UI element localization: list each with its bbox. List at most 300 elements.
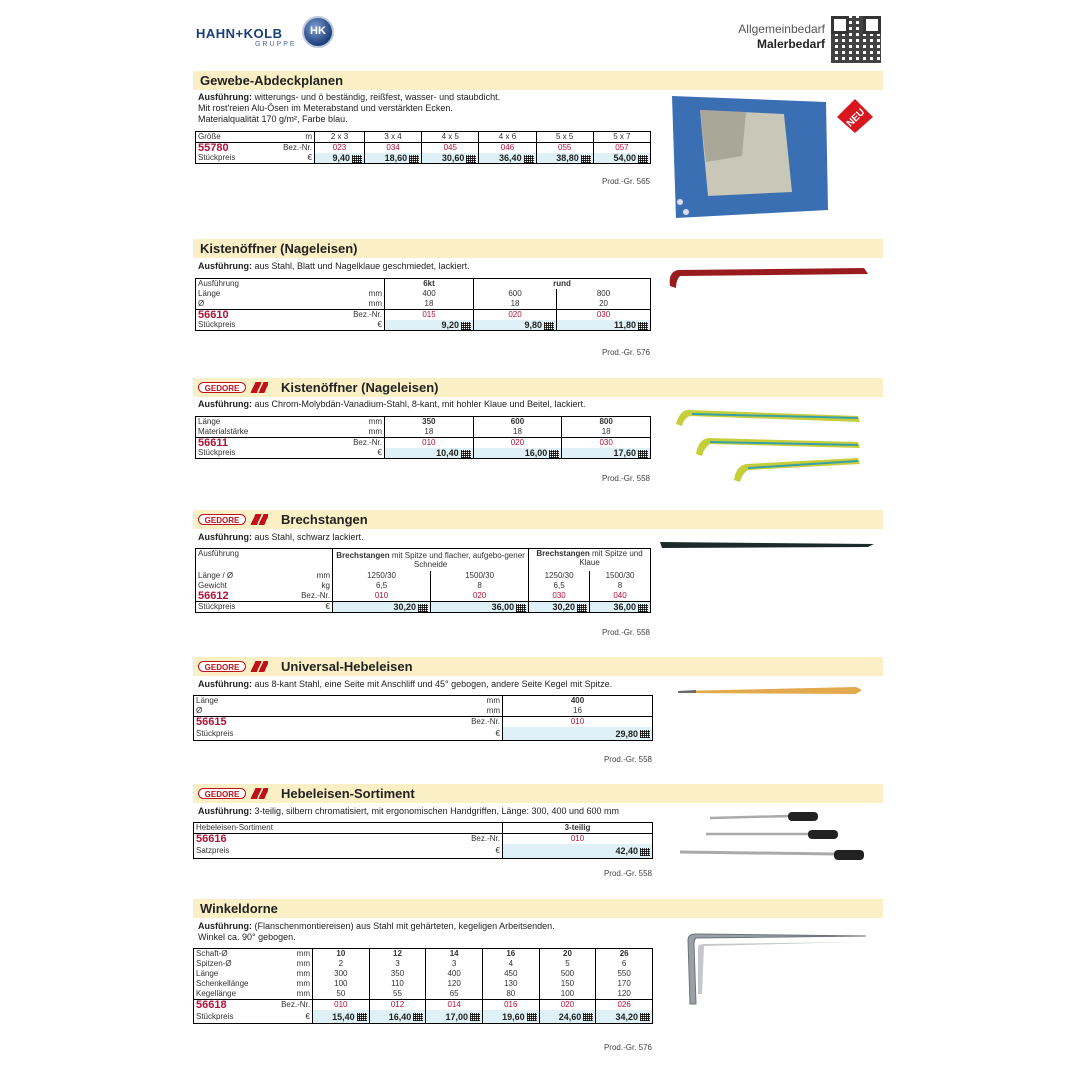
unit-label: mm [296,969,310,978]
price-value: 36,40 [499,153,522,163]
price-qr-icon [418,604,428,612]
spec-cell: 450 [482,969,539,979]
row-label: Ausführung [198,549,239,558]
price-label: Stückpreis [198,448,236,457]
article-number: 56611 [196,438,341,449]
price-cell [593,153,650,164]
unit-label: mm [368,417,382,426]
section-title: Winkeldorne [200,901,278,916]
catalog-category: Allgemeinbedarf [738,22,825,36]
price-value: 16,40 [388,1011,412,1022]
price-qr-icon [466,155,476,163]
length-cell: 350 [385,417,474,428]
unit-label: mm [296,989,310,998]
price-cell [474,320,557,331]
unit-label: m [305,132,312,141]
price-qr-icon [577,604,587,612]
price-value: 17,60 [613,448,636,458]
gedore-logo-icon [248,788,268,799]
price-qr-icon [409,155,419,163]
price-value: 10,40 [436,448,459,458]
section-header-winkeldorne [193,899,883,918]
spec-cell: 16 [482,949,539,960]
weight-cell: 6,5 [333,581,431,591]
order-code: 020 [474,310,557,321]
spec-cell: 3 [369,959,426,969]
price-value: 19,60 [502,1011,525,1022]
price-cell [482,1010,539,1024]
code-label: Bez.-Nr. [340,438,385,449]
price-value: 9,40 [332,153,350,163]
order-code: 030 [562,438,651,449]
price-cell [313,1010,370,1024]
price-value: 38,80 [556,153,579,163]
price-label: Stückpreis [198,602,236,611]
price-cell [479,153,536,164]
diameter-cell: 16 [503,706,653,717]
price-cell [536,153,593,164]
variant-cell: 6kt [385,279,474,290]
spec-cell: 65 [426,989,483,1000]
order-code: 010 [385,438,474,449]
length-cell: 600 [474,289,557,299]
section-description [198,92,500,125]
size-cell: 4 x 6 [479,132,536,143]
price-value: 34,20 [615,1011,638,1022]
spec-cell: 550 [596,969,653,979]
row-label: Hebeleisen-Sortiment [196,823,273,832]
spec-cell: 400 [426,969,483,979]
product-group: Prod.-Gr. 576 [601,348,650,357]
order-code: 045 [422,143,479,154]
row-label: Kegellänge [196,989,237,998]
order-code: 016 [482,1000,539,1011]
size-cell: 2 x 3 [315,132,365,143]
currency: € [377,320,382,329]
spec-row [194,949,653,960]
diameter-cell: 20 [557,299,651,310]
logo-mark: HK [310,25,326,37]
order-code: 055 [536,143,593,154]
price-cell [557,320,651,331]
unit-label [448,823,503,834]
spec-cell: 55 [369,989,426,1000]
price-cell [596,1010,653,1024]
price-value: 15,40 [332,1011,355,1022]
spec-cell: 14 [426,949,483,960]
order-code: 014 [426,1000,483,1011]
unit-label: mm [296,949,310,958]
row-label: Schenkellänge [196,979,249,988]
section-header-gedore-kistenoeffner [193,378,883,397]
price-qr-icon [544,322,554,330]
spec-row [194,969,653,979]
currency: € [495,728,500,738]
row-label: Ø [198,299,205,308]
price-qr-icon [357,1013,367,1021]
order-code: 057 [593,143,650,154]
product-table-56618 [193,948,653,1024]
description-line: Mit rost'reien Alu-Ösen im Meterabstand und verstärkten Ecken. [198,103,453,113]
code-label: Bez.-Nr. [448,834,503,845]
price-qr-icon [640,1013,650,1021]
variant-group [333,549,529,572]
company-logo-text: HAHN+KOLB [196,26,283,41]
qr-code-icon [831,16,881,63]
unit-label: mm [296,959,310,968]
length-cell: 400 [503,696,653,707]
article-number: 56615 [194,717,449,728]
row-label: Ausführung [198,279,239,288]
variant-description: mit Spitze und flacher, aufgebo-gener Schneide [389,551,525,569]
company-logo-icon [302,16,334,48]
price-qr-icon [640,848,650,856]
spec-cell: 50 [313,989,370,1000]
description-line: 3-teilig, silbern chromatisiert, mit ergonomischen Handgriffen, Länge: 300, 400 und 600 mm [254,806,620,816]
row-label: Materialstärke [198,427,249,436]
price-value: 36,00 [613,602,636,612]
price-cell [503,727,653,741]
spec-cell: 4 [482,959,539,969]
length-cell: 400 [385,289,474,299]
price-value: 9,20 [441,320,459,330]
crowbars-yellow-image [672,402,868,484]
lever-set-image [676,806,868,868]
diameter-cell: 18 [385,299,474,310]
variant-cell: rund [474,279,651,290]
spec-cell: 120 [596,989,653,1000]
currency: € [377,448,382,457]
unit-label: mm [486,696,500,705]
section-header-kistenoeffner [193,239,883,258]
weight-cell: 8 [431,581,529,591]
length-cell: 1500/30 [590,571,651,581]
catalog-subcategory: Malerbedarf [756,37,825,51]
row-label: Schaft-Ø [196,949,228,958]
set-cell: 3-teilig [503,823,653,834]
spec-cell: 130 [482,979,539,989]
article-number: 55780 [196,143,281,154]
order-code: 010 [333,591,431,602]
description-line: aus 8-kant Stahl, eine Seite mit Anschliff und 45° gebogen, andere Seite Kegel mit Spitze. [254,679,613,689]
price-value: 29,80 [615,728,638,739]
price-value: 16,00 [524,448,548,458]
price-value: 11,80 [613,320,636,330]
price-qr-icon [549,450,559,458]
price-cell [369,1010,426,1024]
order-code: 015 [385,310,474,321]
product-group: Prod.-Gr. 558 [603,869,652,878]
currency: € [307,153,312,162]
price-cell [315,153,365,164]
code-label: Bez.-Nr. [340,310,385,321]
price-qr-icon [638,450,648,458]
price-value: 17,00 [445,1011,468,1022]
new-badge [837,99,873,133]
unit-label: mm [368,299,382,308]
price-qr-icon [527,1013,537,1021]
spec-cell: 3 [426,959,483,969]
order-code: 012 [369,1000,426,1011]
price-cell [562,448,651,459]
price-qr-icon [524,155,534,163]
spec-cell: 10 [313,949,370,960]
tarp-image [666,92,832,224]
thickness-cell: 18 [385,427,474,438]
section-header-hebeleisen-sortiment [193,784,883,803]
row-label: Gewicht [198,581,227,590]
section-title: Gewebe-Abdeckplanen [200,73,344,88]
unit-label: mm [316,571,330,580]
spec-cell: 170 [596,979,653,989]
variant-name: Brechstangen [536,549,590,558]
gedore-logo-icon [248,382,268,393]
product-group: Prod.-Gr. 565 [601,177,650,186]
price-value: 30,20 [552,602,576,612]
currency: € [325,602,330,611]
description-line: Materialqualität 170 g/m², Farbe blau. [198,114,348,124]
article-number: 56618 [194,1000,279,1011]
description-label: Ausführung: [198,806,252,816]
row-label: Länge [198,417,221,426]
product-group: Prod.-Gr. 558 [601,474,650,483]
price-value: 9,80 [524,320,543,330]
price-qr-icon [638,322,648,330]
description-line: aus Stahl, schwarz lackiert. [254,532,364,542]
size-cell: 3 x 4 [364,132,421,143]
order-code: 023 [315,143,365,154]
length-cell: 800 [562,417,651,428]
order-code: 034 [364,143,421,154]
section-title: Brechstangen [281,512,368,527]
company-logo-subtitle: GRUPPE [255,41,297,48]
spec-cell: 6 [596,959,653,969]
order-code: 030 [529,591,590,602]
section-description [198,532,364,543]
row-label: Ø [196,706,203,715]
row-label: Länge / Ø [198,571,234,580]
code-label: Bez.-Nr. [280,143,315,154]
price-cell [431,602,529,613]
price-cell [590,602,651,613]
price-cell [473,448,562,459]
spec-row [194,959,653,969]
price-value: 30,60 [441,153,465,163]
description-line: aus Stahl, Blatt und Nagelklaue geschmiedet, lackiert. [254,261,470,271]
currency: € [495,846,500,855]
weight-cell: 6,5 [529,581,590,591]
crowbar-red-image [664,262,872,292]
description-line: (Flanschenmontiereisen) aus Stahl mit gehärteten, kegeligen Arbeitsenden. [254,921,555,931]
order-code: 040 [590,591,651,602]
gedore-logo: GEDORE [198,514,246,525]
product-table-56615 [193,695,653,741]
size-cell: 4 x 5 [422,132,479,143]
spec-cell: 80 [482,989,539,1000]
description-label: Ausführung: [198,399,252,409]
unit-label: mm [368,427,382,436]
code-label: Bez.-Nr. [301,591,330,600]
product-table-56616 [193,822,653,859]
row-label: Spitzen-Ø [196,959,232,968]
section-description [198,399,586,410]
currency: € [305,1011,310,1021]
order-code: 020 [539,1000,596,1011]
length-cell: 800 [557,289,651,299]
spec-row [194,979,653,989]
price-label: Stückpreis [198,153,236,162]
section-title: Hebeleisen-Sortiment [281,786,415,801]
row-label: Länge [196,969,219,978]
length-cell: 1250/30 [529,571,590,581]
article-number: 56610 [196,310,341,321]
code-label: Bez.-Nr. [448,717,503,728]
section-title: Kistenöffner (Nageleisen) [200,241,358,256]
price-value: 42,40 [615,846,638,856]
price-value: 30,20 [393,602,417,612]
section-description [198,261,470,272]
row-label: Länge [196,696,219,705]
price-cell [333,602,431,613]
spec-cell: 20 [539,949,596,960]
price-qr-icon [638,155,648,163]
weight-cell: 8 [590,581,651,591]
spec-cell: 100 [313,979,370,989]
size-cell: 5 x 7 [593,132,650,143]
price-qr-icon [581,155,591,163]
universal-lever-image [676,684,866,700]
description-line: aus Chrom-Molybdän-Vanadium-Stahl, 8-kant, mit hohler Klaue und Beitel, lackiert. [254,399,586,409]
price-qr-icon [470,1013,480,1021]
unit-label: mm [486,706,500,715]
price-value: 24,60 [558,1011,582,1022]
gedore-logo: GEDORE [198,788,246,799]
description-label: Ausführung: [198,532,252,542]
product-group: Prod.-Gr. 576 [603,1043,652,1052]
spec-cell: 300 [313,969,370,979]
length-cell: 600 [473,417,562,428]
code-label: Bez.-Nr. [278,1000,313,1011]
price-qr-icon [461,450,471,458]
price-value: 36,00 [491,602,515,612]
price-qr-icon [461,322,471,330]
description-label: Ausführung: [198,261,252,271]
spec-row [194,989,653,1000]
price-cell [503,844,653,859]
section-header-abdeckplanen [193,71,883,90]
price-label: Stückpreis [196,728,234,738]
spec-cell: 12 [369,949,426,960]
price-cell [539,1010,596,1024]
price-cell [385,320,474,331]
length-cell: 1250/30 [333,571,431,581]
price-qr-icon [640,730,650,738]
row-label: Länge [198,289,221,298]
price-cell [422,153,479,164]
variant-group [529,549,651,572]
section-title: Kistenöffner (Nageleisen) [281,380,439,395]
gedore-logo: GEDORE [198,382,246,393]
spec-cell: 2 [313,959,370,969]
description-label: Ausführung: [198,679,252,689]
price-value: 54,00 [613,153,636,163]
order-code: 020 [473,438,562,449]
price-cell [364,153,421,164]
spec-cell: 350 [369,969,426,979]
description-line: Winkel ca. 90° gebogen. [198,932,296,942]
unit-label [292,549,333,572]
length-cell: 1500/30 [431,571,529,581]
article-number: 56616 [194,834,449,845]
product-group: Prod.-Gr. 558 [603,755,652,764]
variant-name: Brechstangen [336,551,390,560]
description-label: Ausführung: [198,921,252,931]
row-label: Größe [198,132,221,141]
unit-label [340,279,385,290]
price-cell [426,1010,483,1024]
unit-label: mm [296,979,310,988]
gedore-logo-icon [248,514,268,525]
gedore-logo-icon [248,661,268,672]
description-line: witterungs- und ö beständig, reißfest, wasser- und staubdicht. [254,92,501,102]
price-qr-icon [583,1013,593,1021]
unit-label: kg [321,581,330,590]
spec-cell: 5 [539,959,596,969]
new-badge-label: NEU [844,106,868,130]
unit-label: mm [368,289,382,298]
section-description [198,679,612,690]
price-qr-icon [638,604,648,612]
article-number: 56612 [198,590,229,602]
order-code: 020 [431,591,529,602]
section-header-brechstangen [193,510,883,529]
spec-cell: 500 [539,969,596,979]
price-cell [529,602,590,613]
diameter-cell: 18 [474,299,557,310]
order-code: 010 [503,717,653,728]
spec-cell: 120 [426,979,483,989]
order-code: 030 [557,310,651,321]
price-label: Stückpreis [198,320,236,329]
product-table-56610 [195,278,651,331]
section-description [198,806,619,817]
section-description [198,921,555,943]
thickness-cell: 18 [562,427,651,438]
price-cell [385,448,474,459]
spec-cell: 150 [539,979,596,989]
section-title: Universal-Hebeleisen [281,659,413,674]
size-cell: 5 x 5 [536,132,593,143]
gedore-logo: GEDORE [198,661,246,672]
variant-description: mit Spitze und Klaue [579,549,643,567]
price-qr-icon [516,604,526,612]
price-label: Stückpreis [196,1011,234,1021]
price-qr-icon [413,1013,423,1021]
product-table-56611 [195,416,651,459]
order-code: 010 [503,834,653,845]
order-code: 026 [596,1000,653,1011]
product-group: Prod.-Gr. 558 [601,628,650,637]
crowbar-black-image [658,536,878,554]
thickness-cell: 18 [473,427,562,438]
order-code: 010 [313,1000,370,1011]
price-label: Satzpreis [196,846,230,855]
spec-cell: 110 [369,979,426,989]
spec-cell: 100 [539,989,596,1000]
product-table-56612 [195,548,651,613]
price-qr-icon [352,155,362,163]
spec-cell: 26 [596,949,653,960]
